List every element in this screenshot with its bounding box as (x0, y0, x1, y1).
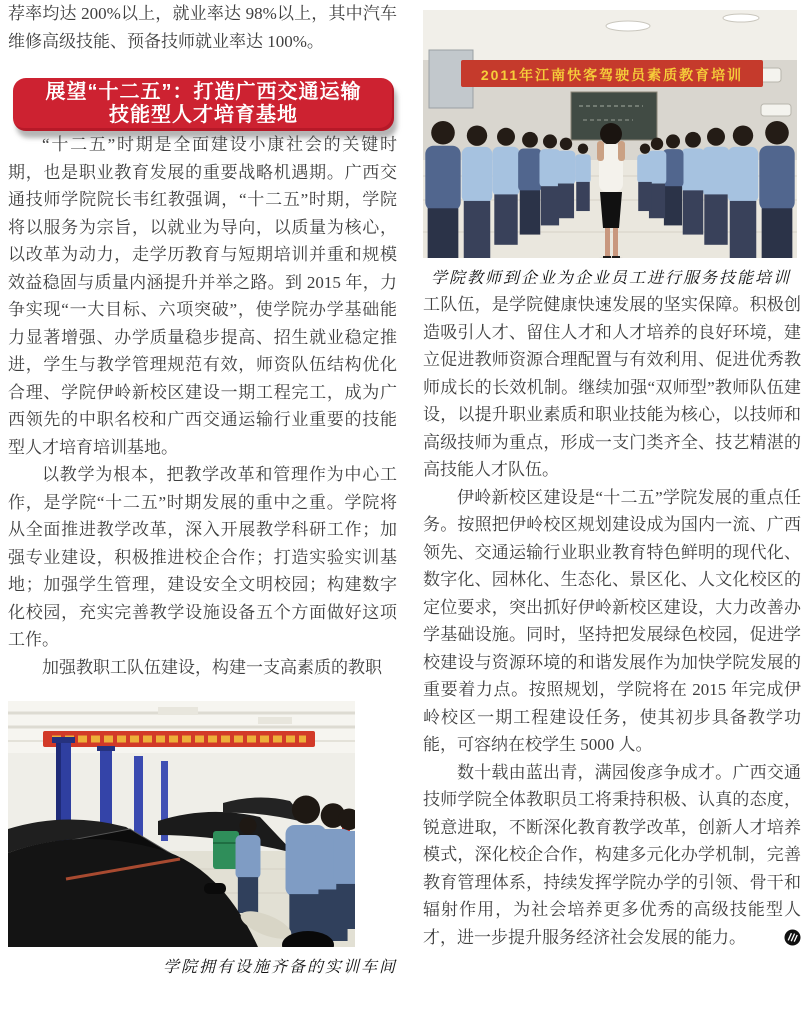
body-paragraph: “十二五”时期是全面建设小康社会的关键时期，也是职业教育发展的重要战略机遇期。广西交通技师学院院长韦红教强调，“十二五”时期，学院将以服务为宗旨，以就业为导向，以质量为核心，以改革为动力，走学历教育与短期培训并重和规模效益稳固与质量内涵提升并举之路。到 2015 年，力争实现“一大目标、六项突破”，使学院办学基础能力显著增强、办学质量稳步提高、招生就业稳定推进，学生与教学管理规范有效，师资队伍结构优化合理、学院伊岭新校区建设一期工程完工，成为广西领先的中职名校和广西交通运输行业重要的技能型人才培育培训基地。 (8, 135, 397, 457)
classroom-banner-text: 2011年江南快客驾驶员素质教育培训 (480, 67, 744, 83)
body-paragraph: 以教学为根本，把教学改革和管理作为中心工作，是学院“十二五”时期发展的重中之重。学院将从全面推进教学改革，深入开展教学科研工作；加强专业建设，积极推进校企合作；打造实验实训基地；加强学生管理，建设安全文明校园；构建数字化校园，充实完善教学设施设备五个方面做好这项工作。 (8, 465, 397, 649)
section-title-line1: 展望“十二五”：打造广西交通运输 (45, 81, 362, 103)
article-end-mark-icon (750, 927, 801, 955)
section-title-line2: 技能型人才培育基地 (109, 104, 298, 126)
classroom-banner (461, 60, 763, 87)
workshop-photo-figure (8, 701, 397, 980)
body-paragraph: 工队伍，是学院健康快速发展的坚实保障。积极创造吸引人才、留住人才和人才培养的良好环境，建立促进教师资源合理配置与有效利用、促进优秀教师成长的长效机制。继续加强“双师型”教师队伍建设，以提升职业素质和职业技能为核心，以技师和高级技师为重点，形成一支门类齐全、技艺精湛的高技能人才队伍。 (423, 295, 801, 479)
workshop-photo-caption: 学院拥有设施齐备的实训车间 (162, 959, 397, 976)
body-paragraph: 加强教职工队伍建设，构建一支高素质的教职 (42, 657, 382, 677)
tool-cart (213, 831, 239, 869)
right-column (423, 0, 801, 954)
closing-paragraph-text: 数十载由蓝出青，满园俊彦争成才。广西交通技师学院全体教职员工将秉持积极、认真的态度，锐意进取，不断深化教育教学改革，创新人才培养模式，深化校企合作，构建多元化办学机制，完善教育管理体系，持续发挥学院办学的引领、骨干和辐射作用，为社会培养更多优秀的高级技能型人才，进一步提升服务经济社会发展的能力。 (423, 762, 801, 947)
body-paragraph: 伊岭新校区建设是“十二五”学院发展的重点任务。按照把伊岭校区规划建设成为国内一流、广西领先、交通运输行业职业教育特色鲜明的现代化、数字化、园林化、生态化、景区化、人文化校区的定位要求，突出抓好伊岭新校区建设，大力改善办学基础设施。同时，坚持把发展绿色校园，促进学校建设与资源环境的和谐发展作为加快学院发展的重要着力点。按照规划，学院将在 2015 年完成伊岭校区一期工程建设任务，使其初步具备教学功能，可容纳在校学生 5000 人。 (423, 487, 801, 754)
training-photo-figure (423, 10, 801, 291)
training-photo-caption: 学院教师到企业为企业员工进行服务技能培训 (430, 270, 791, 287)
training-photo (423, 10, 797, 258)
ceiling-light (606, 21, 650, 31)
workshop-photo (8, 701, 355, 947)
intro-continuation-paragraph: 荐率均达 200%以上，就业率达 98%以上，其中汽车维修高级技能、预备技师就业率达 100%。 (8, 4, 397, 51)
section-title-banner (13, 78, 394, 131)
workshop-banner (43, 731, 315, 747)
closing-paragraph (423, 759, 801, 955)
left-column (8, 0, 397, 980)
